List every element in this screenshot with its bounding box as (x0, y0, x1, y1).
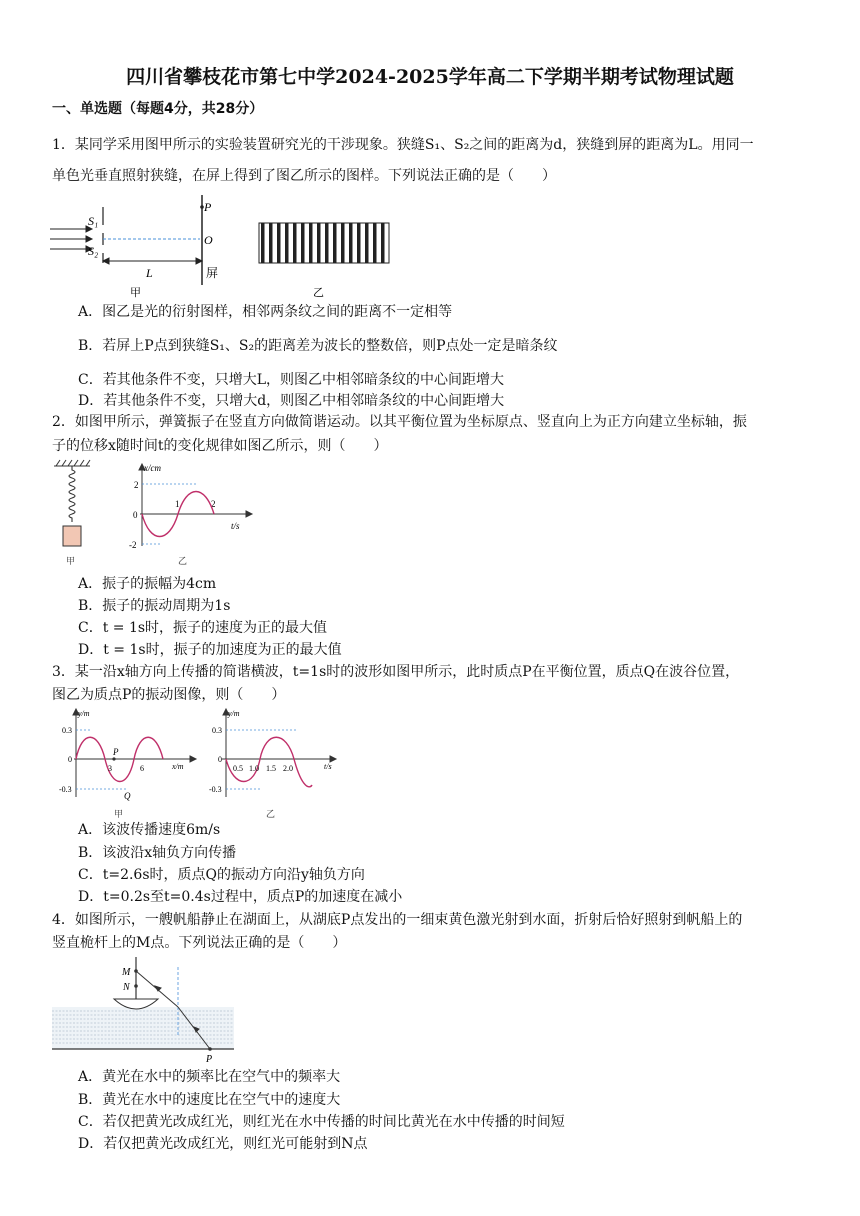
point-p-label: P (206, 1054, 213, 1065)
fig-jia-label: 甲 (66, 556, 76, 566)
q2-figure (50, 458, 270, 570)
q2-option-c: C．t = 1s时，振子的速度为正的最大值 (78, 620, 328, 636)
q3-stem-line1: 3．某一沿x轴方向上传播的简谐横波，t=1s时的波形如图甲所示，此时质点P在平衡位置，质点Q在波谷位置， (52, 664, 740, 680)
fig-yi-label: 乙 (266, 809, 276, 819)
q1-stem-line2: 单色光垂直照射狭缝，在屏上得到了图乙所示的图样。下列说法正确的是（ ） (52, 168, 556, 184)
vibration-x-tick-1: 1.0 (249, 764, 259, 773)
q1-figure (50, 195, 430, 300)
wave-y-pos: 0.3 (62, 726, 72, 735)
vibration-y-label: y/m (228, 709, 240, 718)
vibration-y-neg: -0.3 (209, 785, 222, 794)
q2-option-d: D．t = 1s时，振子的加速度为正的最大值 (78, 642, 342, 658)
distance-l-arrow (103, 258, 202, 264)
section-heading: 一、单选题（每题4分，共28分） (52, 101, 264, 117)
vibration-y-zero: 0 (218, 755, 222, 764)
q4-option-b: B．黄光在水中的速度比在空气中的速度大 (78, 1092, 341, 1108)
q4-option-a: A．黄光在水中的频率比在空气中的频率大 (78, 1069, 341, 1085)
lake-water (52, 1007, 234, 1049)
y-axis-label: x/cm (144, 463, 161, 473)
fig-jia-label: 甲 (114, 809, 124, 819)
slit-s2-label: S₂ (88, 244, 99, 258)
q3-figure (50, 705, 350, 821)
wave-y-zero: 0 (68, 755, 72, 764)
point-n-label: N (123, 982, 130, 993)
x-tick-2: 2 (211, 499, 216, 509)
x-tick-1: 1 (175, 499, 180, 509)
y-tick-zero: 0 (133, 510, 138, 520)
q4-figure (50, 955, 250, 1067)
q1-option-d: D．若其他条件不变，只增大d，则图乙中相邻暗条纹的中心间距增大 (78, 393, 505, 409)
axes (139, 464, 252, 546)
q1-option-c: C．若其他条件不变，只增大L，则图乙中相邻暗条纹的中心间距增大 (78, 372, 505, 388)
vibration-x-tick-2: 1.5 (266, 764, 276, 773)
screen-label: 屏 (206, 266, 219, 280)
q4-stem-line1: 4．如图所示，一艘帆船静止在湖面上，从湖底P点发出的一细束黄色激光射到水面，折射后恰好照射到帆船上的 (52, 912, 743, 928)
incident-light-arrows (50, 226, 92, 252)
wave-x-tick-6: 6 (140, 764, 144, 773)
q1-stem-line1: 1．某同学采用图甲所示的实验装置研究光的干涉现象。狭缝S₁、S₂之间的距离为d，狭缝到屏的距离为L。用同一 (52, 137, 754, 153)
q2-stem-line2: 子的位移x随时间t的变化规律如图乙所示，则（ ） (52, 438, 388, 454)
slit-s1-label: S₁ (88, 214, 99, 228)
wave-x-label: x/m (172, 762, 184, 771)
q2-stem-line1: 2．如图甲所示，弹簧振子在竖直方向做简谐运动。以其平衡位置为坐标原点、竖直向上为正方向建立坐标轴，振 (52, 414, 747, 430)
q1-option-a: A．图乙是光的衍射图样，相邻两条纹之间的距离不一定相等 (78, 304, 453, 320)
interference-fringe-pattern (259, 223, 389, 263)
q3-stem-line2: 图乙为质点P的振动图像，则（ ） (52, 687, 286, 703)
x-axis-label: t/s (231, 521, 240, 531)
q4-option-d: D．若仅把黄光改成红光，则红光可能射到N点 (78, 1136, 368, 1152)
wave-x-tick-3: 3 (108, 764, 112, 773)
ceiling-hatch (54, 460, 90, 466)
q4-stem-line2: 竖直桅杆上的M点。下列说法正确的是（ ） (52, 935, 347, 951)
vibration-x-label: t/s (324, 762, 332, 771)
point-p-label: P (113, 747, 119, 757)
point-q-label: Q (124, 791, 131, 801)
vibration-axes (222, 709, 336, 797)
spring (69, 466, 75, 522)
y-tick-pos: 2 (134, 480, 139, 490)
point-p-label: P (204, 200, 212, 214)
wave-y-label: y/m (78, 709, 90, 718)
vibration-x-tick-3: 2.0 (283, 764, 293, 773)
wave-y-neg: -0.3 (59, 785, 72, 794)
q3-option-d: D．t=0.2s至t=0.4s过程中，质点P的加速度在减小 (78, 889, 403, 905)
vibration-y-pos: 0.3 (212, 726, 222, 735)
point-o-label: O (204, 233, 213, 247)
vibration-curve (226, 737, 312, 787)
q2-option-b: B．振子的振动周期为1s (78, 598, 231, 614)
distance-l-label: L (146, 266, 153, 280)
vibration-x-tick-0: 0.5 (233, 764, 243, 773)
point-m-label: M (122, 967, 131, 978)
q3-option-b: B．该波沿x轴负方向传播 (78, 845, 237, 861)
q2-option-a: A．振子的振幅为4cm (78, 576, 217, 592)
fig-yi-label: 乙 (313, 287, 324, 299)
q3-option-a: A．该波传播速度6m/s (78, 822, 221, 838)
wave-axes (73, 709, 196, 797)
q3-option-c: C．t=2.6s时，质点Q的振动方向沿y轴负方向 (78, 867, 365, 883)
q1-option-b: B．若屏上P点到狭缝S₁、S₂的距离差为波长的整数倍，则P点处一定是暗条纹 (78, 338, 558, 354)
mass-block (63, 526, 81, 546)
page-title: 四川省攀枝花市第七中学2024-2025学年高二下学期半期考试物理试题 (126, 66, 734, 88)
y-tick-neg: -2 (129, 540, 137, 550)
q4-option-c: C．若仅把黄光改成红光，则红光在水中传播的时间比黄光在水中传播的时间短 (78, 1114, 565, 1130)
fig-yi-label: 乙 (178, 556, 188, 566)
fig-jia-label: 甲 (130, 287, 141, 299)
